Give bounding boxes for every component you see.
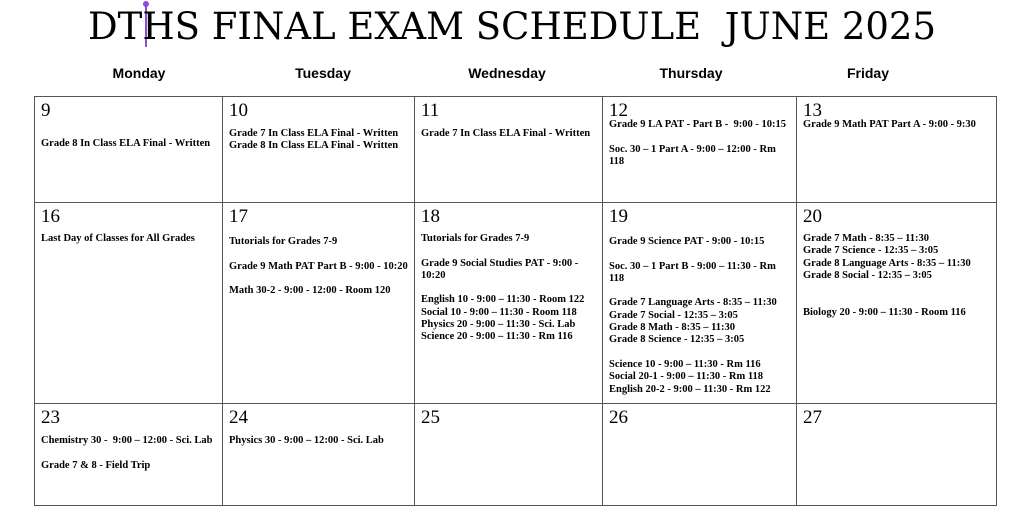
calendar-cell[interactable] <box>797 97 997 203</box>
day-events: Grade 7 Math - 8:35 – 11:30 Grade 7 Science - 12:35 – 3:05 Grade 8 Language Arts - 8:35 – 11:30 Grade 8 Social - 12:35 – 3:05 Biology 20 - 9:00 – 11:30 - Room 116 <box>803 233 971 318</box>
day-number: 24 <box>229 407 248 428</box>
day-events: Grade 9 Math PAT Part A - 9:00 - 9:30 <box>803 119 976 130</box>
day-header-monday: Monday <box>112 65 166 81</box>
calendar-cell[interactable] <box>797 203 997 404</box>
calendar-cell[interactable] <box>797 404 997 506</box>
day-events: Tutorials for Grades 7-9 Grade 9 Math PAT Part B - 9:00 - 10:20 Math 30-2 - 9:00 - 12:00 - Room 120 <box>229 236 408 297</box>
day-events: Grade 7 In Class ELA Final - Written <box>421 128 591 139</box>
day-events: Tutorials for Grades 7-9 Grade 9 Social Studies PAT - 9:00 - 10:20 English 10 - 9:00 – 11:30 - Room 122 Social 10 - 9:00 – 11:30 - Room 118 Physics 20 - 9:00 – 11:30 - Sci. Lab Science 20 - 9:00 – 11:30 - Rm 116 <box>421 233 585 343</box>
day-events: Last Day of Classes for All Grades <box>41 233 195 244</box>
calendar-cell[interactable] <box>223 97 415 203</box>
calendar-grid <box>34 96 997 506</box>
day-events: Grade 9 Science PAT - 9:00 - 10:15 Soc. 30 – 1 Part B - 9:00 – 11:30 - Rm 118 Grade 7 Language Arts - 8:35 – 11:30 Grade 7 Social - 12:35 – 3:05 Grade 8 Math - 8:35 – 11:30 Grade 8 Science - 12:35 – 3:05 Science 10 - 9:00 – 11:30 - Rm 116 Social 20-1 - 9:00 – 11:30 - Rm 118 English 20-2 - 9:00 – 11:30 - Rm 122 <box>609 236 777 395</box>
calendar-cell[interactable] <box>223 203 415 404</box>
day-events: Grade 9 LA PAT - Part B - 9:00 - 10:15 Soc. 30 – 1 Part A - 9:00 – 12:00 - Rm 118 <box>609 119 787 167</box>
day-header-tuesday: Tuesday <box>295 65 351 81</box>
page-title: DTHS FINAL EXAM SCHEDULE JUNE 2025 <box>87 5 937 48</box>
calendar-cell[interactable] <box>415 203 603 404</box>
calendar-cell[interactable] <box>223 404 415 506</box>
calendar-cell[interactable] <box>35 203 223 404</box>
calendar-cell[interactable] <box>603 203 797 404</box>
calendar-cell[interactable] <box>603 404 797 506</box>
day-number: 10 <box>229 100 248 121</box>
calendar-cell[interactable] <box>415 97 603 203</box>
calendar-cell[interactable] <box>415 404 603 506</box>
day-number: 18 <box>421 206 440 227</box>
day-number: 11 <box>421 100 440 121</box>
day-events: Grade 7 In Class ELA Final - Written Grade 8 In Class ELA Final - Written <box>229 128 399 152</box>
day-events: Grade 8 In Class ELA Final - Written <box>41 138 211 149</box>
day-number: 12 <box>609 100 628 121</box>
calendar-cell[interactable] <box>35 404 223 506</box>
week-row <box>35 404 997 506</box>
day-events: Chemistry 30 - 9:00 – 12:00 - Sci. Lab Grade 7 & 8 - Field Trip <box>41 435 213 471</box>
week-row <box>35 97 997 203</box>
day-events: Physics 30 - 9:00 – 12:00 - Sci. Lab <box>229 435 384 446</box>
day-number: 13 <box>803 100 822 121</box>
day-number: 17 <box>229 206 248 227</box>
day-number: 20 <box>803 206 822 227</box>
day-number: 16 <box>41 206 60 227</box>
calendar-cell[interactable] <box>603 97 797 203</box>
day-number: 9 <box>41 100 51 121</box>
day-number: 23 <box>41 407 60 428</box>
week-row <box>35 203 997 404</box>
day-number: 27 <box>803 407 822 428</box>
day-header-friday: Friday <box>846 65 889 81</box>
day-header-wednesday: Wednesday <box>468 65 546 81</box>
day-header-thursday: Thursday <box>659 65 723 81</box>
calendar-cell[interactable] <box>35 97 223 203</box>
day-number: 26 <box>609 407 628 428</box>
day-number: 25 <box>421 407 440 428</box>
day-number: 19 <box>609 206 628 227</box>
